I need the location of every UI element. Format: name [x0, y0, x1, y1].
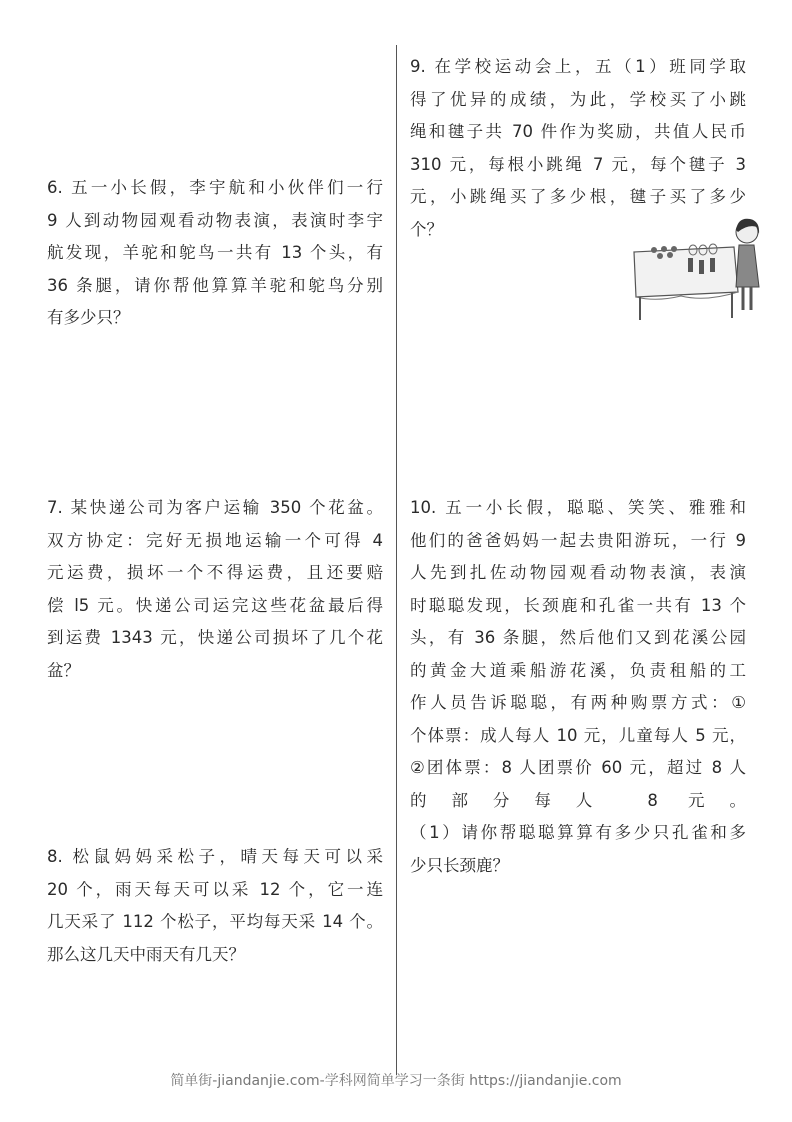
question-line: 6. 五一小长假，李宇航和小伙伴们一行: [47, 178, 383, 197]
question-line: 偿 l5 元。快递公司运完这些花盆最后得: [47, 595, 383, 615]
question-line: 9. 在学校运动会上，五（1）班同学取: [410, 57, 746, 76]
question-line: 8. 松鼠妈妈采松子，晴天每天可以采: [47, 847, 383, 866]
question-line: 那么这几天中雨天有几天？: [47, 944, 245, 964]
question-line: 少只长颈鹿？: [410, 855, 509, 875]
question-line: 人先到扎佐动物园观看动物表演，表演: [410, 563, 746, 582]
question-line: 盆？: [47, 660, 80, 680]
question-line: 7. 某快递公司为客户运输 350 个花盆。: [47, 498, 383, 517]
question-line: 20 个，雨天每天可以采 12 个，它一连: [47, 879, 383, 899]
question-line: （1）请你帮聪聪算算有多少只孔雀和多: [410, 823, 746, 842]
question-6: [47, 172, 383, 335]
question-10: [410, 492, 746, 882]
question-line: ②团体票：8 人团票价 60 元，超过 8 人: [410, 758, 746, 777]
question-line: 时聪聪发现，长颈鹿和孔雀一共有 13 个: [410, 595, 746, 615]
question-line: 得了优异的成绩，为此，学校买了小跳: [410, 89, 746, 109]
question-line: 航发现，羊驼和鸵鸟一共有 13 个头，有: [47, 243, 383, 262]
question-line: 个？: [410, 219, 443, 239]
question-line: 绳和毽子共 70 件作为奖励，共值人民币: [410, 122, 746, 141]
question-line: 的黄金大道乘船游花溪，负责租船的工: [410, 660, 746, 680]
question-8: [47, 841, 383, 971]
question-line: 他们的爸爸妈妈一起去贵阳游玩，一行 9: [410, 530, 746, 550]
question-line: 元，小跳绳买了多少根，毽子买了多少: [410, 187, 746, 206]
question-line: 双方协定：完好无损地运输一个可得 4: [47, 530, 383, 550]
question-line: 到运费 1343 元，快递公司损坏了几个花: [47, 628, 383, 647]
question-line: 元运费，损坏一个不得运费，且还要赔: [47, 563, 383, 582]
question-line: 头，有 36 条腿，然后他们又到花溪公园: [410, 628, 746, 647]
column-divider: [396, 45, 397, 1075]
question-line: 9 人到动物园观看动物表演，表演时李宇: [47, 210, 383, 230]
question-line: 的部分每人 8 元。: [410, 790, 746, 810]
question-line: 几天采了 112 个松子，平均每天采 14 个。: [47, 912, 383, 931]
question-line: 310 元，每根小跳绳 7 元，每个毽子 3: [410, 154, 746, 174]
girl-at-prize-table-illustration: [626, 212, 781, 324]
question-line: 有多少只？: [47, 308, 130, 327]
question-line: 36 条腿，请你帮他算算羊驼和鸵鸟分别: [47, 275, 383, 295]
question-line: 个体票：成人每人 10 元，儿童每人 5 元，: [410, 725, 746, 745]
question-7: [47, 492, 383, 687]
footer-watermark: 简单街-jiandanjie.com-学科网简单学习一条街 https://jiandanjie.com: [170, 1073, 622, 1089]
question-line: 10. 五一小长假，聪聪、笑笑、雅雅和: [410, 498, 746, 517]
question-line: 作人员告诉聪聪，有两种购票方式：①: [410, 693, 746, 712]
